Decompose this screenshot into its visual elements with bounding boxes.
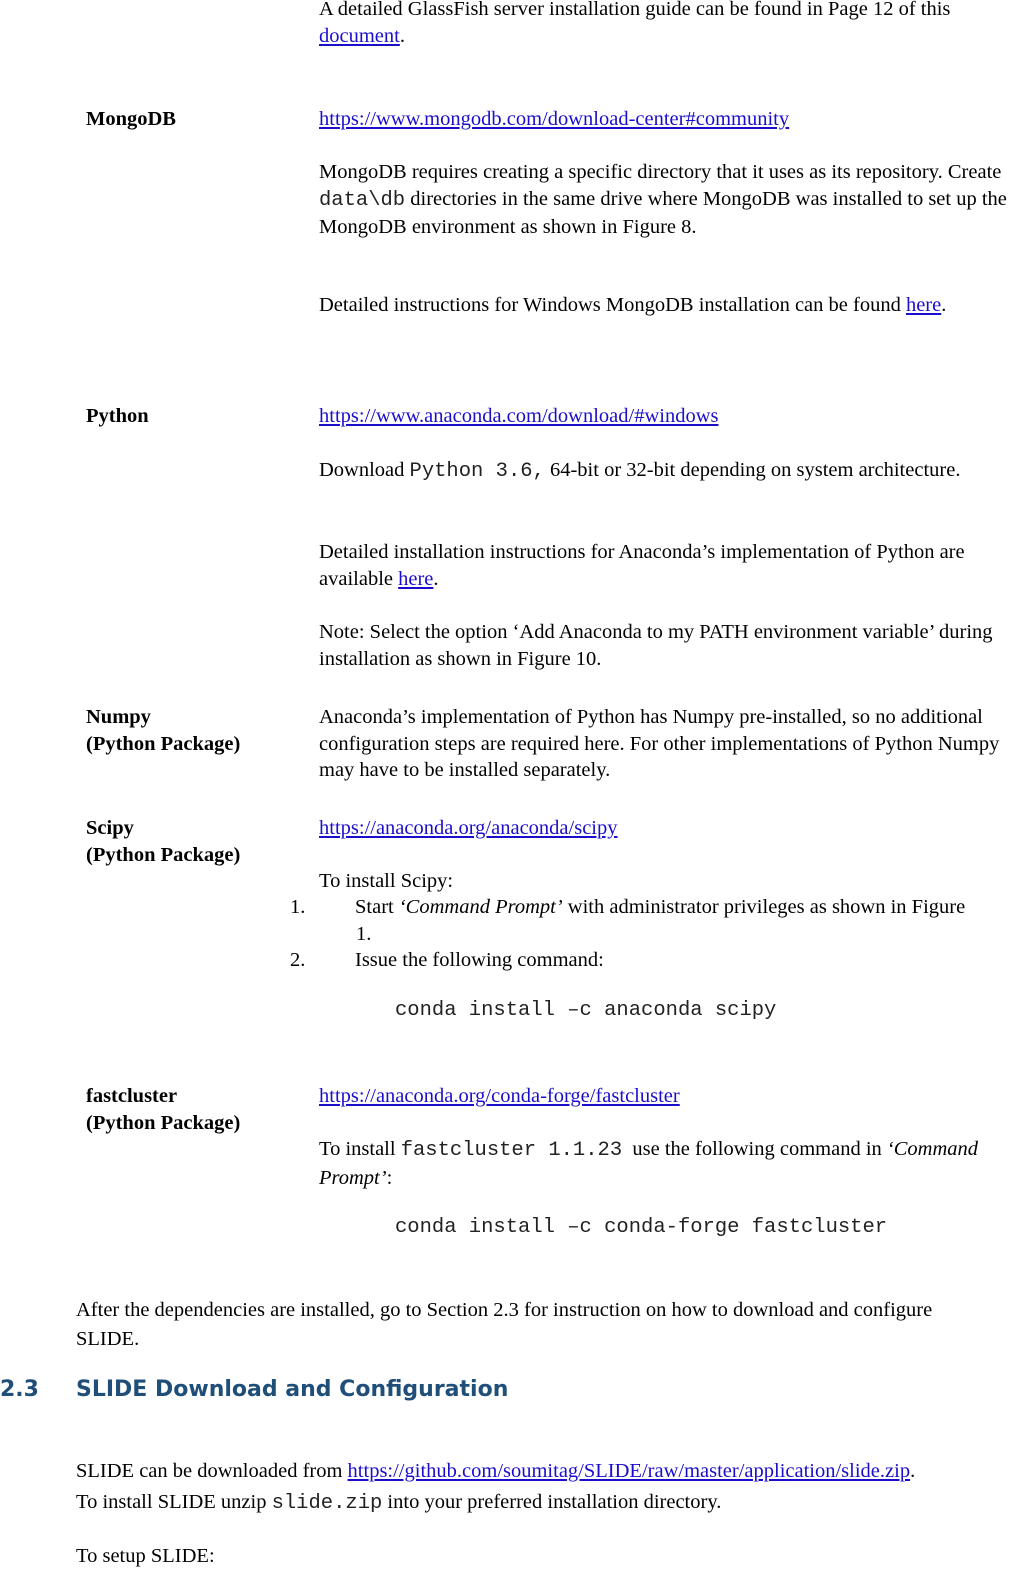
mongodb-download-link[interactable]: https://www.mongodb.com/download-center#community [319,108,790,130]
slide-zip-link[interactable]: https://github.com/soumitag/SLIDE/raw/master/application/slide.zip [347,1460,911,1482]
numpy-description: Anaconda’s implementation of Python has Numpy pre-installed, so no additional configuration steps are required here. For other implementations of Python Numpy may have to be installed separately. [319,706,1000,781]
section-heading [0,1377,508,1404]
scipy-command: conda install –c anaconda scipy [395,999,777,1022]
scipy-steps [290,894,983,974]
scipy-step-1: 1. Start ‘Command Prompt’ with administrator privileges as shown in Figure 1. [290,896,966,945]
fastcluster-version-code: fastcluster 1.1.23 [400,1139,623,1162]
fastcluster-label: fastcluster (Python Package) [86,1085,241,1134]
python-version-code: Python 3.6, [409,460,545,483]
python-label: Python [86,405,149,427]
fastcluster-install-text: To install fastcluster 1.1.23 use the following command in ‘Command Prompt’: [319,1138,978,1189]
glassfish-document-link[interactable]: document [319,24,400,47]
scipy-step-2: 2. Issue the following command: [290,949,604,971]
python-detail: Detailed installation instructions for Anaconda’s implementation of Python are available here. [319,541,965,590]
scipy-label: Scipy (Python Package) [86,817,241,866]
after-dependencies-text: After the dependencies are installed, go to Section 2.3 for instruction on how to download and configure SLIDE. [76,1299,933,1350]
slide-download-text: SLIDE can be downloaded from https://github.com/soumitag/SLIDE/raw/master/application/slide.zip. [76,1460,916,1482]
slide-zip-code: slide.zip [271,1492,383,1515]
fastcluster-command: conda install –c conda-forge fastcluster [395,1216,888,1239]
fastcluster-link[interactable]: https://anaconda.org/conda-forge/fastcluster [319,1085,680,1107]
python-download-link[interactable]: https://www.anaconda.com/download/#windows [319,405,719,427]
python-download-text: Download Python 3.6, 64-bit or 32-bit depending on system architecture. [319,459,961,483]
section-title: SLIDE Download and Configuration [76,1377,509,1402]
slide-unzip-text: To install SLIDE unzip slide.zip into your preferred installation directory. [76,1491,722,1515]
scipy-intro: To install Scipy: [319,870,454,892]
mongodb-label: MongoDB [86,108,176,130]
python-here-link[interactable]: here [398,567,434,590]
mongodb-detail: Detailed instructions for Windows MongoDB installation can be found here. [319,294,947,316]
section-number: 2.3 [0,1377,39,1402]
mongodb-description: MongoDB requires creating a specific directory that it uses as its repository. Create data\db directories in the same drive where MongoDB was installed to set up the MongoDB environment as shown in Figure 8. [319,161,1007,238]
python-note: Note: Select the option ‘Add Anaconda to my PATH environment variable’ during installation as shown in Figure 10. [319,621,993,670]
mongodb-here-link[interactable]: here [905,294,942,316]
scipy-link[interactable]: https://anaconda.org/anaconda/scipy [319,817,618,839]
slide-setup-text: To setup SLIDE: [76,1545,215,1567]
mongodb-dir-code: data\db [319,188,406,212]
glassfish-guide-text: A detailed GlassFish server installation guide can be found in Page 12 of this document. [319,0,951,47]
numpy-label: Numpy (Python Package) [86,706,241,755]
